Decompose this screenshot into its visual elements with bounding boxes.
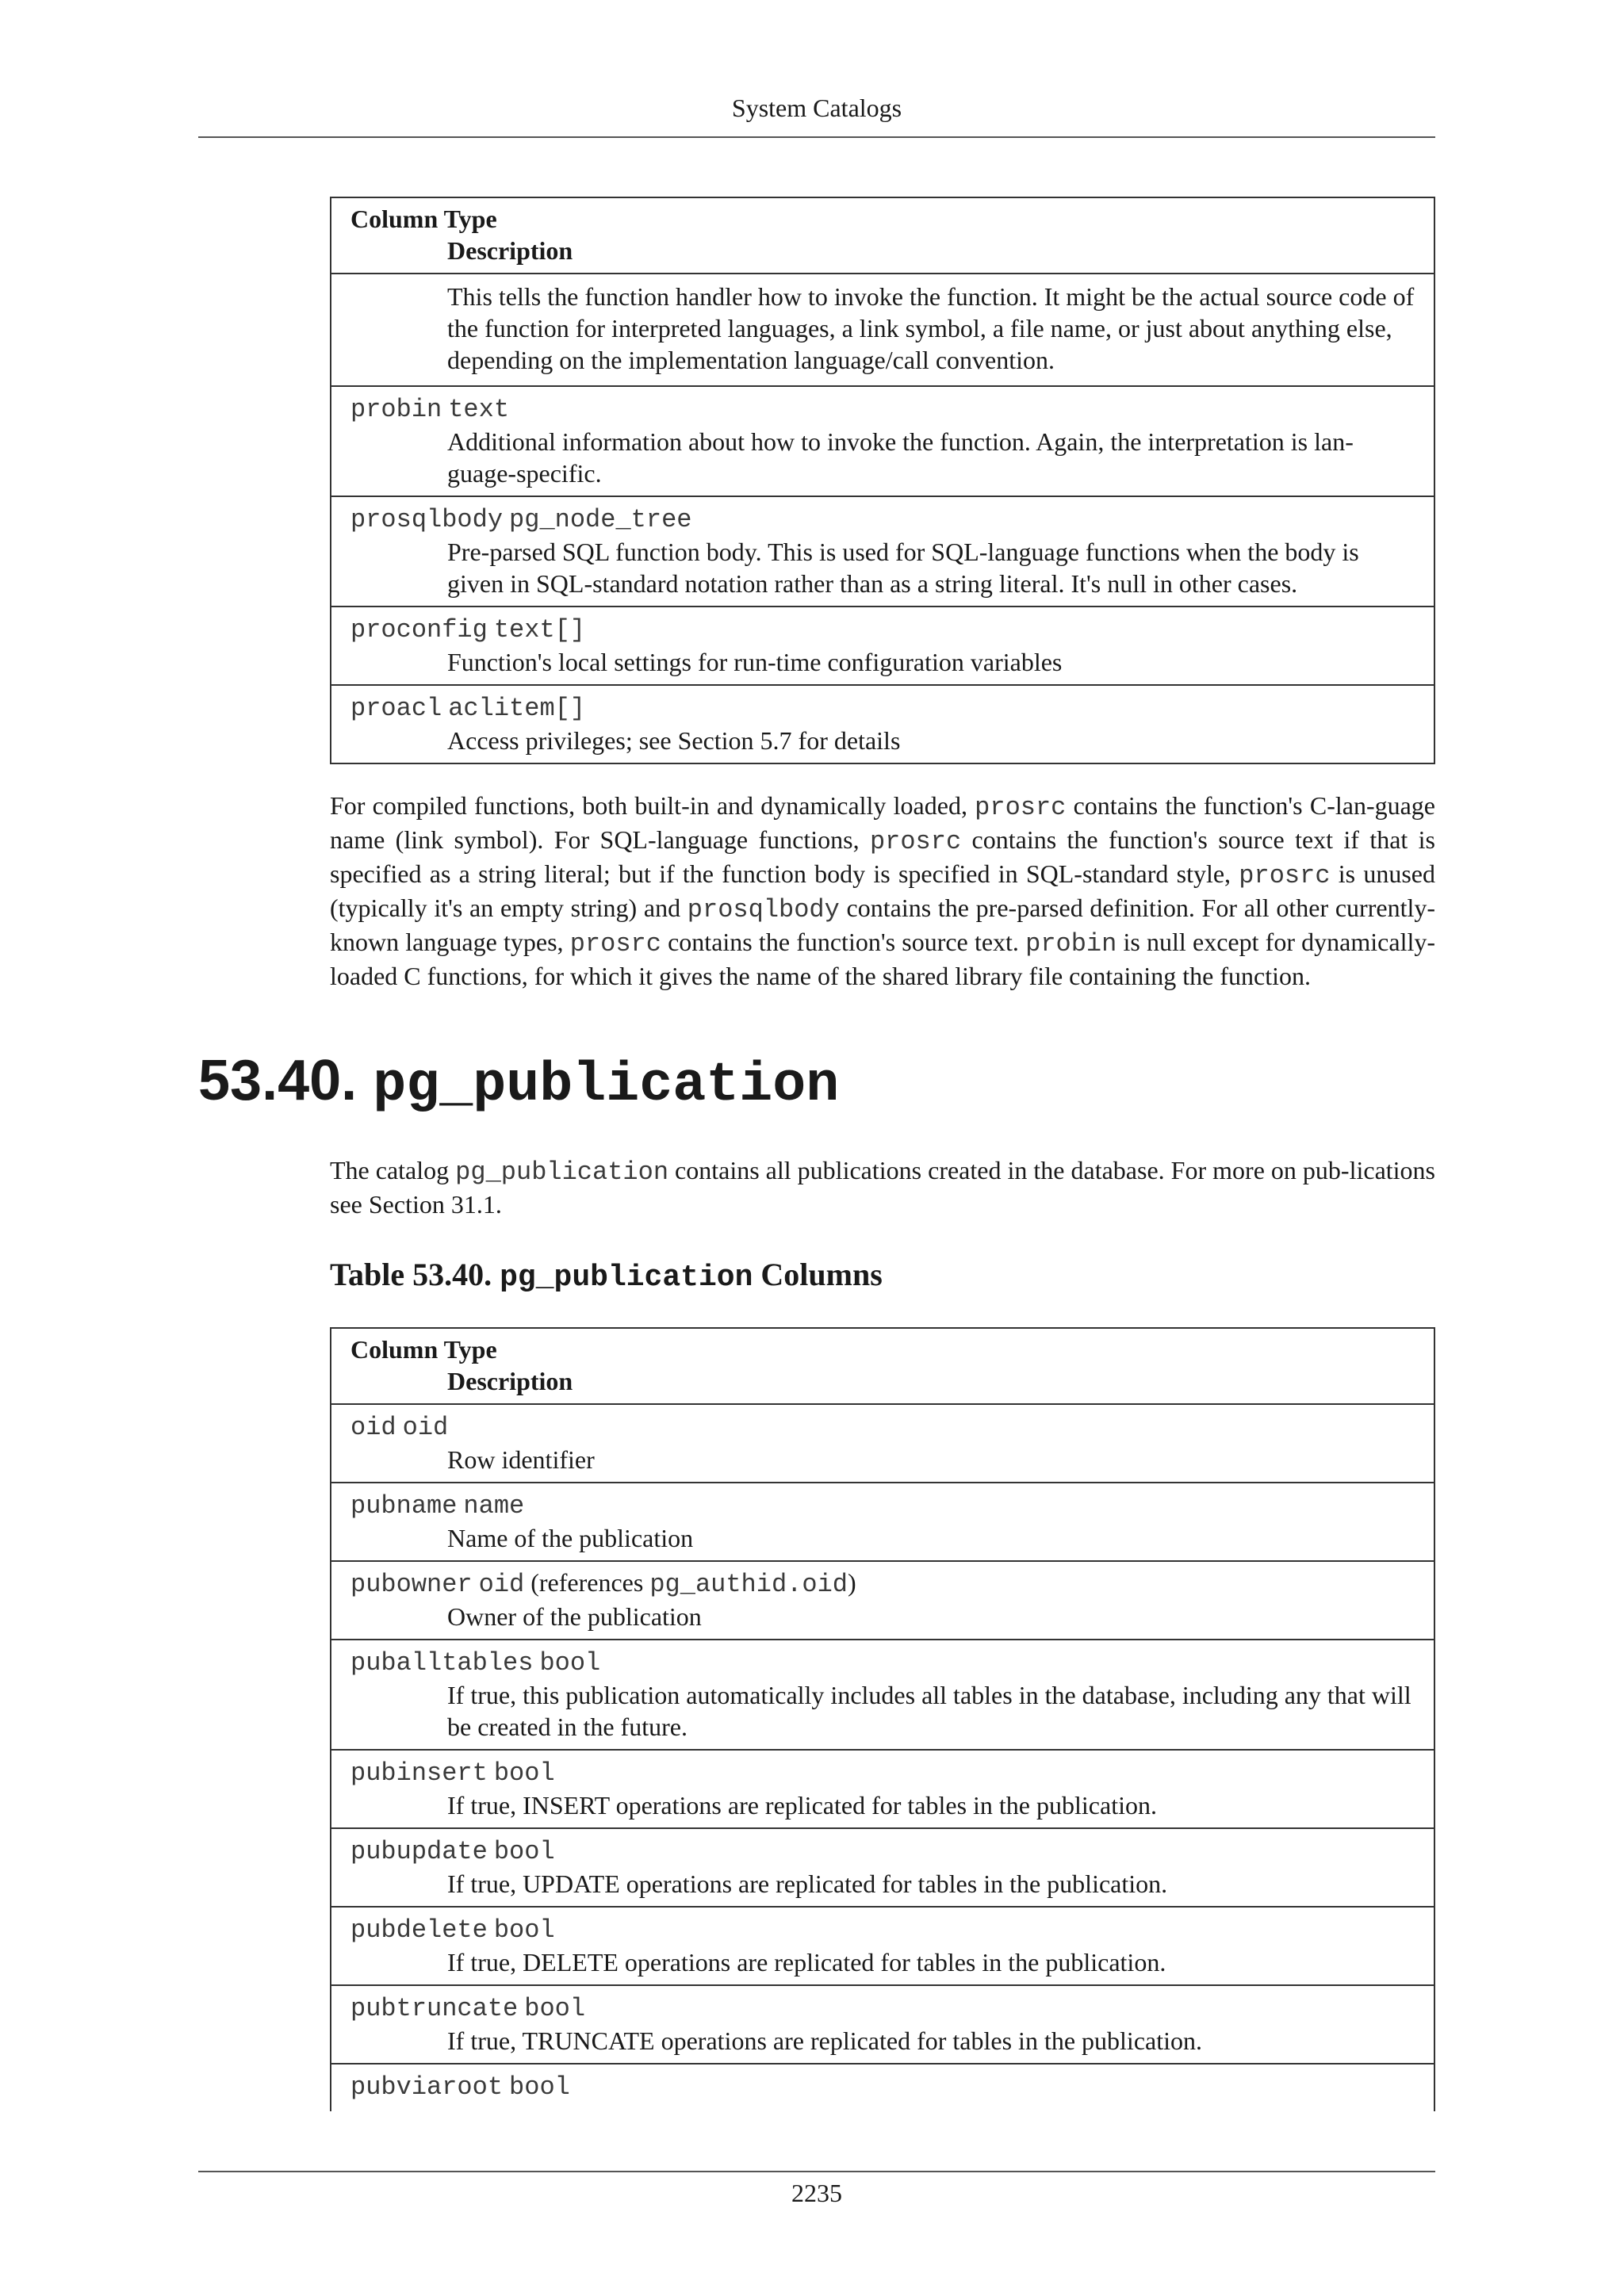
text: For compiled functions, both built-in and dynamically loaded, xyxy=(330,791,975,820)
row-column-type xyxy=(350,1645,1415,1679)
column-type: oid xyxy=(402,1413,449,1442)
row-column-type xyxy=(350,502,1415,536)
header-rule xyxy=(198,136,1435,138)
header-description: Description xyxy=(447,1367,573,1395)
row-description: Additional information about how to invoke the function. Again, the interpretation is lan-guage-specific. xyxy=(447,427,1354,488)
column-type: bool xyxy=(493,1758,555,1788)
text: contains the function's source text. xyxy=(661,928,1026,956)
text: contains the function's source text if that is specified as a string literal; but if the function body is specified in SQL-standard style, xyxy=(330,825,1435,888)
row-description: Access privileges; see Section 5.7 for details xyxy=(447,726,901,755)
code-prosrc: prosrc xyxy=(569,929,661,959)
column-type: text[] xyxy=(493,615,586,645)
column-name: pubinsert xyxy=(350,1758,488,1788)
text: The catalog xyxy=(330,1156,456,1184)
code-prosqlbody: prosqlbody xyxy=(687,895,840,924)
code-prosrc: prosrc xyxy=(1239,861,1331,890)
table-header-row xyxy=(331,197,1434,274)
column-type: name xyxy=(463,1491,525,1521)
references-close: ) xyxy=(847,1568,856,1597)
table-row xyxy=(331,274,1434,386)
column-type: bool xyxy=(539,1648,601,1678)
table-row xyxy=(331,496,1434,607)
column-name: pubupdate xyxy=(350,1837,488,1866)
table-row xyxy=(331,1404,1434,1483)
row-column-type xyxy=(350,1755,1415,1789)
column-name: pubname xyxy=(350,1491,458,1521)
column-type: text xyxy=(448,395,510,424)
column-name: pubviaroot xyxy=(350,2072,504,2102)
row-description: Row identifier xyxy=(447,1445,595,1474)
row-description: Function's local settings for run-time configuration variables xyxy=(447,648,1063,676)
page-number: 2235 xyxy=(791,2179,842,2207)
pg-publication-columns-table xyxy=(330,1327,1435,2111)
code-prosrc: prosrc xyxy=(975,793,1067,822)
section-title-code: pg_publication xyxy=(373,1054,840,1117)
row-column-type xyxy=(350,1834,1415,1868)
row-column-type xyxy=(350,2069,1415,2103)
table-title-prefix: Table 53.40. xyxy=(330,1257,500,1292)
column-name: puballtables xyxy=(350,1648,534,1678)
table-title-suffix: Columns xyxy=(753,1257,883,1292)
row-column-type xyxy=(350,1567,1415,1601)
row-description: If true, INSERT operations are replicated for tables in the publication. xyxy=(447,1791,1157,1820)
column-name: oid xyxy=(350,1413,396,1442)
body-paragraph-prosrc xyxy=(330,790,1435,993)
text: contains all publications created in the database. For more on pub-lications see Section 31.1. xyxy=(330,1156,1436,1219)
references-text: (references xyxy=(524,1568,650,1597)
row-column-type xyxy=(350,1991,1415,2025)
row-column-type xyxy=(350,691,1415,725)
table-row xyxy=(331,1483,1434,1561)
code-prosrc: prosrc xyxy=(869,827,962,856)
column-type: oid xyxy=(478,1570,525,1599)
code-probin: probin xyxy=(1025,929,1117,959)
table-row xyxy=(331,1640,1434,1750)
section-number: 53.40. xyxy=(198,1049,358,1112)
column-type: pg_node_tree xyxy=(509,505,692,534)
column-type: bool xyxy=(524,1994,586,2023)
column-name: pubdelete xyxy=(350,1915,488,1945)
row-description: Owner of the publication xyxy=(447,1602,702,1631)
references-link[interactable]: pg_authid.oid xyxy=(649,1570,848,1599)
column-type: bool xyxy=(493,1915,555,1945)
table-row xyxy=(331,2064,1434,2111)
column-name: pubowner xyxy=(350,1570,473,1599)
header-column-type: Column Type xyxy=(350,205,497,233)
row-description: If true, UPDATE operations are replicated for tables in the publication. xyxy=(447,1869,1168,1898)
table-row xyxy=(331,685,1434,763)
header-description: Description xyxy=(447,236,573,265)
table-row xyxy=(331,1750,1434,1828)
row-column-type xyxy=(350,1488,1415,1522)
column-name: pubtruncate xyxy=(350,1994,519,2023)
table-row xyxy=(331,386,1434,496)
header-column-type: Column Type xyxy=(350,1335,497,1364)
running-header: System Catalogs xyxy=(731,94,902,122)
row-column-type xyxy=(350,1912,1415,1946)
table-header-row xyxy=(331,1328,1434,1404)
footer-rule xyxy=(198,2171,1435,2172)
row-column-type xyxy=(350,392,1415,426)
text: contains the pre-parsed definition. For all other currently-known language types, xyxy=(330,894,1436,956)
section-heading xyxy=(198,1045,839,1122)
table-title xyxy=(330,1256,883,1295)
text: is null except for dynamically-loaded C functions, for which it gives the name of the shared library file containing the function. xyxy=(330,928,1436,990)
table-row xyxy=(331,1907,1434,1985)
table-row xyxy=(331,1985,1434,2064)
column-type: bool xyxy=(509,2072,570,2102)
text: contains the function's C-lan-guage name (link symbol). For SQL-language functions, xyxy=(330,791,1435,854)
row-column-type xyxy=(350,612,1415,646)
column-name: proacl xyxy=(350,694,442,723)
row-description: If true, TRUNCATE operations are replicated for tables in the publication. xyxy=(447,2026,1202,2055)
table-row xyxy=(331,1561,1434,1640)
column-type: bool xyxy=(493,1837,555,1866)
row-description: If true, DELETE operations are replicated for tables in the publication. xyxy=(447,1948,1166,1976)
column-type: aclitem[] xyxy=(448,694,586,723)
table-row xyxy=(331,607,1434,685)
row-description: Pre-parsed SQL function body. This is used for SQL-language functions when the body is given in SQL-standard notation rather than as a string literal. It's null in other cases. xyxy=(447,538,1359,598)
pg-proc-columns-table-continued xyxy=(330,197,1435,764)
code-pg-publication: pg_publication xyxy=(455,1158,669,1187)
table-title-code: pg_publication xyxy=(500,1261,753,1295)
text: is unused (typically it's an empty string) and xyxy=(330,859,1436,922)
column-name: probin xyxy=(350,395,442,424)
table-row xyxy=(331,1828,1434,1907)
row-description: Name of the publication xyxy=(447,1524,694,1552)
body-paragraph-intro xyxy=(330,1154,1435,1221)
column-name: proconfig xyxy=(350,615,488,645)
row-description: This tells the function handler how to invoke the function. It might be the actual source code of the function for interpreted languages, a link symbol, a file name, or just about anything else, depending on the implementation language/call convention. xyxy=(447,282,1415,374)
row-column-type xyxy=(350,1410,1415,1444)
column-name: prosqlbody xyxy=(350,505,504,534)
row-description: If true, this publication automatically includes all tables in the database, including any that will be created in the future. xyxy=(447,1681,1411,1741)
